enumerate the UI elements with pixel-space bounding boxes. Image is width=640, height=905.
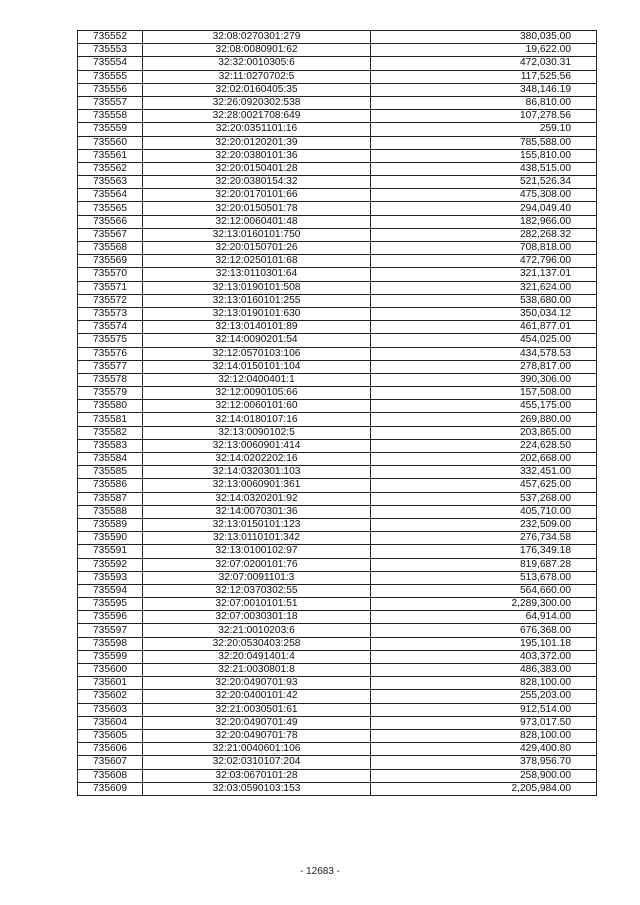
value-cell: 708,818.00: [371, 242, 597, 255]
table-row: [78, 492, 597, 505]
row-number-cell: 735588: [78, 505, 143, 518]
cadastral-number-cell: 32:14:0180107:16: [143, 413, 371, 426]
table-row: [78, 149, 597, 162]
cadastral-value-table: [77, 30, 597, 796]
row-number-cell: 735552: [78, 31, 143, 44]
cadastral-number-cell: 32:26:0920302:538: [143, 96, 371, 109]
cadastral-number-cell: 32:13:0110101:342: [143, 532, 371, 545]
cadastral-number-cell: 32:14:0070301:36: [143, 505, 371, 518]
value-cell: 259.10: [371, 123, 597, 136]
row-number-cell: 735576: [78, 347, 143, 360]
cadastral-number-cell: 32:13:0100102:97: [143, 545, 371, 558]
table-row: [78, 242, 597, 255]
row-number-cell: 735591: [78, 545, 143, 558]
cadastral-number-cell: 32:08:0080901:62: [143, 44, 371, 57]
table-row: [78, 703, 597, 716]
value-cell: 155,810.00: [371, 149, 597, 162]
cadastral-number-cell: 32:21:0040601:106: [143, 743, 371, 756]
value-cell: 224,628.50: [371, 439, 597, 452]
cadastral-number-cell: 32:12:0060101:60: [143, 400, 371, 413]
table-row: [78, 136, 597, 149]
row-number-cell: 735574: [78, 321, 143, 334]
value-cell: 255,203.00: [371, 690, 597, 703]
row-number-cell: 735596: [78, 611, 143, 624]
cadastral-number-cell: 32:20:0150401:28: [143, 162, 371, 175]
cadastral-number-cell: 32:07:0010101:51: [143, 598, 371, 611]
cadastral-number-cell: 32:20:0400101:42: [143, 690, 371, 703]
row-number-cell: 735603: [78, 703, 143, 716]
table-row: [78, 769, 597, 782]
row-number-cell: 735573: [78, 307, 143, 320]
cadastral-number-cell: 32:07:0091101:3: [143, 571, 371, 584]
row-number-cell: 735587: [78, 492, 143, 505]
table-row: [78, 545, 597, 558]
table-row: [78, 558, 597, 571]
row-number-cell: 735553: [78, 44, 143, 57]
cadastral-number-cell: 32:13:0160101:750: [143, 228, 371, 241]
cadastral-number-cell: 32:07:0200101:76: [143, 558, 371, 571]
cadastral-number-cell: 32:32:0010305:6: [143, 57, 371, 70]
cadastral-number-cell: 32:13:0140101:89: [143, 321, 371, 334]
table-row: [78, 782, 597, 795]
value-cell: 86,810.00: [371, 96, 597, 109]
cadastral-number-cell: 32:21:0030501:61: [143, 703, 371, 716]
cadastral-number-cell: 32:12:0400401:1: [143, 373, 371, 386]
table-body: [78, 31, 597, 796]
table-row: [78, 716, 597, 729]
table-row: [78, 650, 597, 663]
cadastral-number-cell: 32:20:0150501:78: [143, 202, 371, 215]
row-number-cell: 735580: [78, 400, 143, 413]
table-row: [78, 57, 597, 70]
cadastral-number-cell: 32:20:0490701:49: [143, 716, 371, 729]
table-row: [78, 281, 597, 294]
row-number-cell: 735602: [78, 690, 143, 703]
row-number-cell: 735586: [78, 479, 143, 492]
cadastral-number-cell: 32:13:0060901:361: [143, 479, 371, 492]
value-cell: 195,101.18: [371, 637, 597, 650]
cadastral-number-cell: 32:13:0110301:64: [143, 268, 371, 281]
table-row: [78, 690, 597, 703]
table-row: [78, 413, 597, 426]
value-cell: 828,100.00: [371, 677, 597, 690]
row-number-cell: 735562: [78, 162, 143, 175]
row-number-cell: 735595: [78, 598, 143, 611]
row-number-cell: 735572: [78, 294, 143, 307]
table-row: [78, 228, 597, 241]
table-row: [78, 189, 597, 202]
value-cell: 276,734.58: [371, 532, 597, 545]
cadastral-number-cell: 32:14:0202202:16: [143, 453, 371, 466]
cadastral-number-cell: 32:12:0060401:48: [143, 215, 371, 228]
value-cell: 472,030.31: [371, 57, 597, 70]
cadastral-number-cell: 32:02:0160405:35: [143, 83, 371, 96]
cadastral-number-cell: 32:20:0170101:66: [143, 189, 371, 202]
table-row: [78, 439, 597, 452]
table-row: [78, 255, 597, 268]
row-number-cell: 735560: [78, 136, 143, 149]
value-cell: 2,289,300.00: [371, 598, 597, 611]
page-number: - 12683 -: [299, 866, 341, 877]
cadastral-number-cell: 32:07:0030301:18: [143, 611, 371, 624]
row-number-cell: 735589: [78, 518, 143, 531]
row-number-cell: 735601: [78, 677, 143, 690]
cadastral-number-cell: 32:21:0030801:8: [143, 664, 371, 677]
value-cell: 461,877.01: [371, 321, 597, 334]
table-row: [78, 532, 597, 545]
table-row: [78, 334, 597, 347]
cadastral-number-cell: 32:28:0021708:649: [143, 110, 371, 123]
value-cell: 380,035.00: [371, 31, 597, 44]
cadastral-number-cell: 32:02:0310107:204: [143, 756, 371, 769]
table-row: [78, 83, 597, 96]
table-row: [78, 611, 597, 624]
cadastral-number-cell: 32:20:0120201:39: [143, 136, 371, 149]
row-number-cell: 735571: [78, 281, 143, 294]
cadastral-number-cell: 32:13:0160101:255: [143, 294, 371, 307]
row-number-cell: 735598: [78, 637, 143, 650]
value-cell: 203,865.00: [371, 426, 597, 439]
row-number-cell: 735605: [78, 729, 143, 742]
value-cell: 676,368.00: [371, 624, 597, 637]
row-number-cell: 735594: [78, 584, 143, 597]
value-cell: 564,660.00: [371, 584, 597, 597]
table-row: [78, 637, 597, 650]
cadastral-number-cell: 32:12:0370302:55: [143, 584, 371, 597]
value-cell: 486,383.00: [371, 664, 597, 677]
table-row: [78, 479, 597, 492]
value-cell: 538,680.00: [371, 294, 597, 307]
value-cell: 405,710.00: [371, 505, 597, 518]
cadastral-number-cell: 32:20:0380101:36: [143, 149, 371, 162]
value-cell: 973,017.50: [371, 716, 597, 729]
value-cell: 232,509.00: [371, 518, 597, 531]
row-number-cell: 735559: [78, 123, 143, 136]
value-cell: 350,034.12: [371, 307, 597, 320]
value-cell: 202,668.00: [371, 453, 597, 466]
row-number-cell: 735577: [78, 360, 143, 373]
value-cell: 403,372.00: [371, 650, 597, 663]
table-row: [78, 70, 597, 83]
table-row: [78, 44, 597, 57]
table-row: [78, 624, 597, 637]
cadastral-number-cell: 32:20:0491401:4: [143, 650, 371, 663]
cadastral-number-cell: 32:11:0270702:5: [143, 70, 371, 83]
cadastral-number-cell: 32:13:0060901:414: [143, 439, 371, 452]
table-row: [78, 373, 597, 386]
table-row: [78, 31, 597, 44]
value-cell: 454,025.00: [371, 334, 597, 347]
row-number-cell: 735582: [78, 426, 143, 439]
table-row: [78, 453, 597, 466]
table-row: [78, 505, 597, 518]
row-number-cell: 735606: [78, 743, 143, 756]
table-row: [78, 321, 597, 334]
cadastral-number-cell: 32:14:0320301:103: [143, 466, 371, 479]
table-row: [78, 176, 597, 189]
table-row: [78, 123, 597, 136]
table-row: [78, 307, 597, 320]
row-number-cell: 735575: [78, 334, 143, 347]
table-row: [78, 162, 597, 175]
table-row: [78, 347, 597, 360]
cadastral-number-cell: 32:20:0351101:16: [143, 123, 371, 136]
row-number-cell: 735578: [78, 373, 143, 386]
cadastral-number-cell: 32:12:0250101:68: [143, 255, 371, 268]
row-number-cell: 735561: [78, 149, 143, 162]
row-number-cell: 735604: [78, 716, 143, 729]
table-row: [78, 387, 597, 400]
table-row: [78, 729, 597, 742]
cadastral-number-cell: 32:20:0490701:78: [143, 729, 371, 742]
row-number-cell: 735584: [78, 453, 143, 466]
cadastral-number-cell: 32:12:0090105:66: [143, 387, 371, 400]
cadastral-number-cell: 32:03:0670101:28: [143, 769, 371, 782]
cadastral-number-cell: 32:13:0150101:123: [143, 518, 371, 531]
row-number-cell: 735597: [78, 624, 143, 637]
table-row: [78, 664, 597, 677]
value-cell: 457,625.00: [371, 479, 597, 492]
table-row: [78, 598, 597, 611]
table-row: [78, 202, 597, 215]
cadastral-number-cell: 32:13:0190101:508: [143, 281, 371, 294]
row-number-cell: 735607: [78, 756, 143, 769]
table-row: [78, 426, 597, 439]
row-number-cell: 735564: [78, 189, 143, 202]
value-cell: 258,900.00: [371, 769, 597, 782]
value-cell: 438,515.00: [371, 162, 597, 175]
row-number-cell: 735569: [78, 255, 143, 268]
cadastral-number-cell: 32:20:0530403:258: [143, 637, 371, 650]
value-cell: 537,268.00: [371, 492, 597, 505]
row-number-cell: 735608: [78, 769, 143, 782]
value-cell: 472,796.00: [371, 255, 597, 268]
value-cell: 278,817.00: [371, 360, 597, 373]
cadastral-number-cell: 32:13:0190101:630: [143, 307, 371, 320]
value-cell: 455,175.00: [371, 400, 597, 413]
table-row: [78, 400, 597, 413]
row-number-cell: 735565: [78, 202, 143, 215]
value-cell: 785,588.00: [371, 136, 597, 149]
row-number-cell: 735570: [78, 268, 143, 281]
cadastral-number-cell: 32:13:0090102:5: [143, 426, 371, 439]
value-cell: 269,880.00: [371, 413, 597, 426]
row-number-cell: 735557: [78, 96, 143, 109]
row-number-cell: 735590: [78, 532, 143, 545]
table-row: [78, 360, 597, 373]
value-cell: 282,268.32: [371, 228, 597, 241]
value-cell: 19,622.00: [371, 44, 597, 57]
table-row: [78, 756, 597, 769]
table-row: [78, 268, 597, 281]
table-row: [78, 677, 597, 690]
cadastral-number-cell: 32:21:0010203:6: [143, 624, 371, 637]
value-cell: 321,624.00: [371, 281, 597, 294]
table-row: [78, 215, 597, 228]
table-row: [78, 96, 597, 109]
cadastral-number-cell: 32:20:0150701:26: [143, 242, 371, 255]
value-cell: 157,508.00: [371, 387, 597, 400]
value-cell: 176,349.18: [371, 545, 597, 558]
value-cell: 2,205,984.00: [371, 782, 597, 795]
value-cell: 182,966.00: [371, 215, 597, 228]
row-number-cell: 735558: [78, 110, 143, 123]
cadastral-number-cell: 32:14:0150101:104: [143, 360, 371, 373]
value-cell: 332,451.00: [371, 466, 597, 479]
table-row: [78, 743, 597, 756]
cadastral-number-cell: 32:14:0320201:92: [143, 492, 371, 505]
table-row: [78, 294, 597, 307]
table-row: [78, 571, 597, 584]
value-cell: 475,308.00: [371, 189, 597, 202]
row-number-cell: 735567: [78, 228, 143, 241]
cadastral-number-cell: 32:12:0570103:106: [143, 347, 371, 360]
cadastral-number-cell: 32:20:0380154:32: [143, 176, 371, 189]
row-number-cell: 735555: [78, 70, 143, 83]
table-row: [78, 110, 597, 123]
cadastral-number-cell: 32:14:0090201:54: [143, 334, 371, 347]
row-number-cell: 735579: [78, 387, 143, 400]
row-number-cell: 735593: [78, 571, 143, 584]
row-number-cell: 735600: [78, 664, 143, 677]
value-cell: 513,678.00: [371, 571, 597, 584]
row-number-cell: 735556: [78, 83, 143, 96]
value-cell: 117,525.56: [371, 70, 597, 83]
value-cell: 429,400.80: [371, 743, 597, 756]
row-number-cell: 735563: [78, 176, 143, 189]
cadastral-number-cell: 32:08:0270301:279: [143, 31, 371, 44]
value-cell: 912,514.00: [371, 703, 597, 716]
cadastral-number-cell: 32:03:0590103:153: [143, 782, 371, 795]
value-cell: 107,278.56: [371, 110, 597, 123]
row-number-cell: 735592: [78, 558, 143, 571]
row-number-cell: 735568: [78, 242, 143, 255]
value-cell: 521,526.34: [371, 176, 597, 189]
value-cell: 321,137.01: [371, 268, 597, 281]
table-row: [78, 466, 597, 479]
cadastral-number-cell: 32:20:0490701:93: [143, 677, 371, 690]
row-number-cell: 735599: [78, 650, 143, 663]
value-cell: 294,049.40: [371, 202, 597, 215]
value-cell: 378,956.70: [371, 756, 597, 769]
row-number-cell: 735585: [78, 466, 143, 479]
row-number-cell: 735554: [78, 57, 143, 70]
value-cell: 434,578.53: [371, 347, 597, 360]
row-number-cell: 735566: [78, 215, 143, 228]
value-cell: 828,100.00: [371, 729, 597, 742]
row-number-cell: 735581: [78, 413, 143, 426]
row-number-cell: 735609: [78, 782, 143, 795]
table-row: [78, 584, 597, 597]
value-cell: 348,146.19: [371, 83, 597, 96]
value-cell: 390,306.00: [371, 373, 597, 386]
row-number-cell: 735583: [78, 439, 143, 452]
table-row: [78, 518, 597, 531]
value-cell: 64,914.00: [371, 611, 597, 624]
value-cell: 819,687.28: [371, 558, 597, 571]
